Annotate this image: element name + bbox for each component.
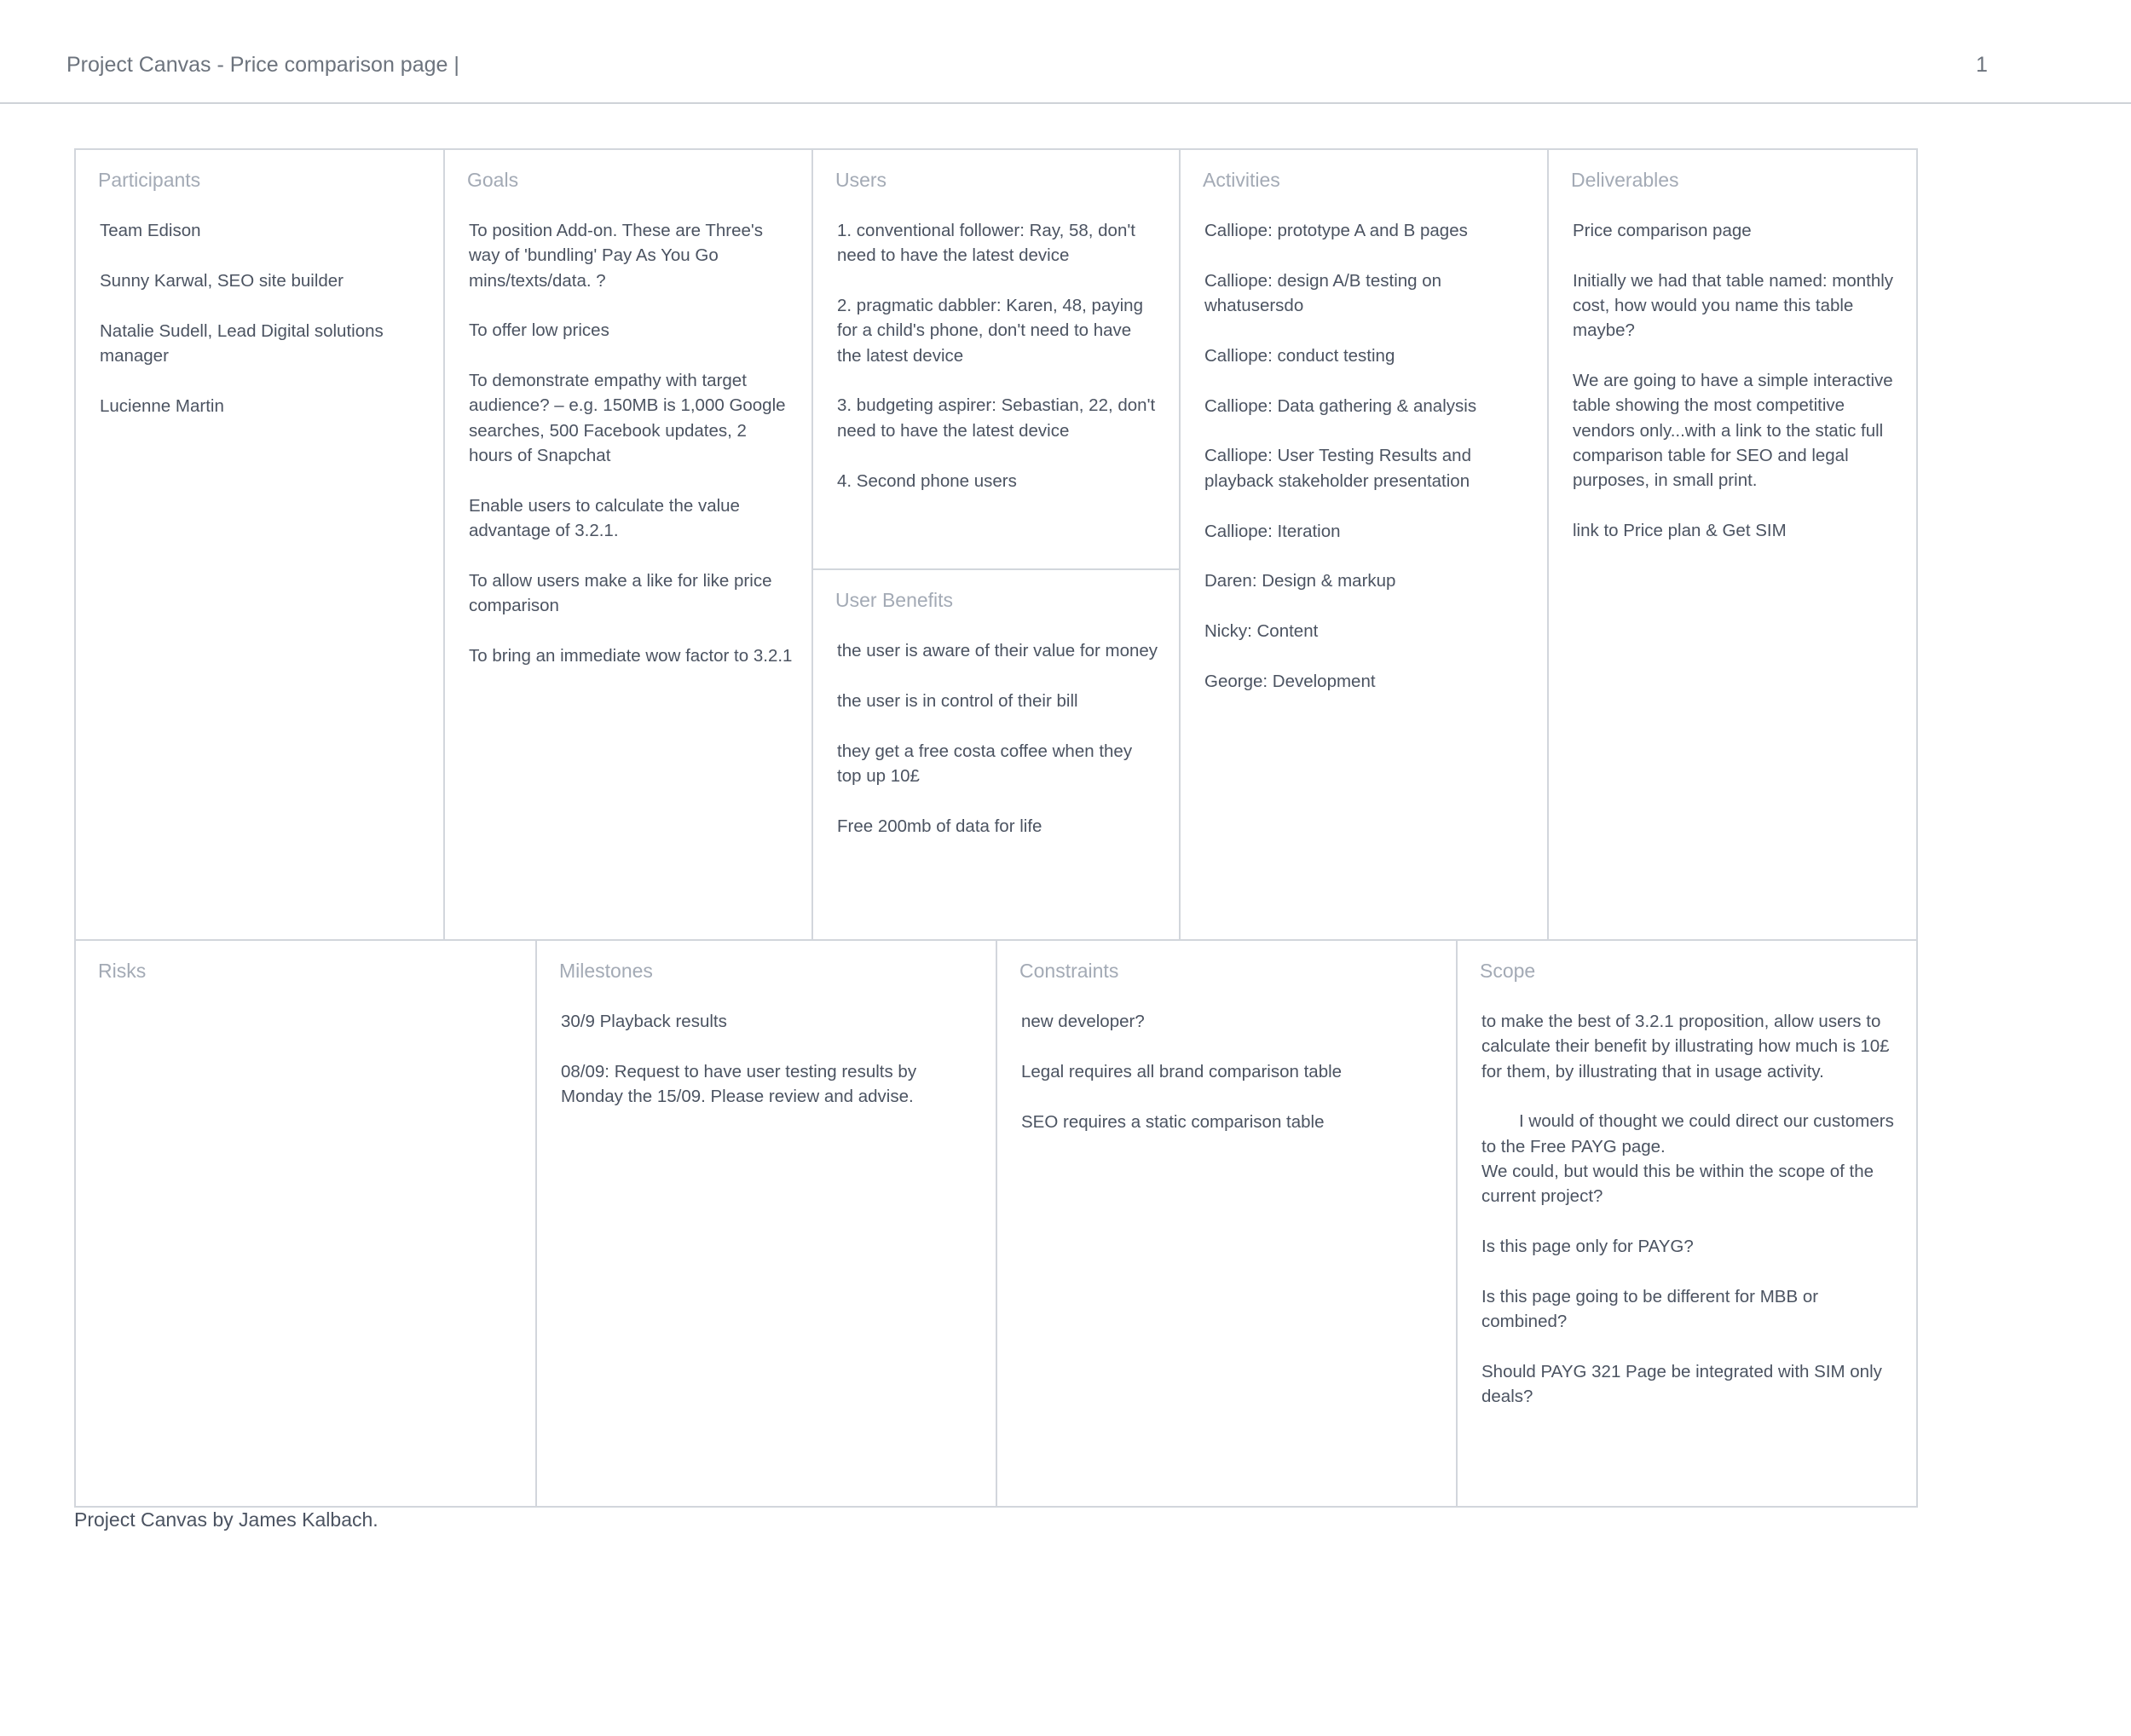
users-heading: Users [835,169,887,191]
project-canvas [74,148,1918,1508]
page-header [0,0,2131,104]
list-item: Team Edison [100,221,201,240]
list-item: Calliope: conduct testing [1204,345,1395,366]
users-list [837,218,1160,518]
scope-list [1481,1009,1897,1434]
participants-list [100,218,424,443]
users-section [813,150,1181,570]
list-item: Price comparison page [1573,221,1752,240]
constraints-list [1021,1009,1437,1159]
list-item: To allow users make a like for like price comparison [469,570,772,616]
deliverables-heading: Deliverables [1571,169,1679,191]
footer-credit: Project Canvas by James Kalbach. [74,1508,378,1531]
list-item: Calliope: Iteration [1204,521,1341,541]
list-item: George: Development [1204,671,1376,691]
page-number: 1 [1976,53,1988,77]
list-item: Calliope: prototype A and B pages [1204,221,1468,240]
list-item: link to Price plan & Get SIM [1573,521,1787,541]
list-item: Calliope: Data gathering & analysis [1204,395,1477,416]
list-item: Enable users to calculate the value advantage of 3.2.1. [469,495,740,541]
list-item: Calliope: User Testing Results and playback stakeholder presentation [1204,446,1471,491]
activities-list [1204,218,1528,719]
list-item: Lucienne Martin [100,395,224,416]
list-item: Calliope: design A/B testing on whatusersdo [1204,270,1442,316]
document-title: Project Canvas - Price comparison page | [66,53,459,77]
list-item: 2. pragmatic dabbler: Karen, 48, paying for a child's phone, don't need to have the latest device [837,296,1143,366]
list-item: 1. conventional follower: Ray, 58, don't need to have the latest device [837,221,1135,266]
list-item: Sunny Karwal, SEO site builder [100,270,344,291]
list-item: they get a free costa coffee when they top up 10£ [837,741,1133,786]
participants-section [76,150,445,939]
list-item: Is this page only for PAYG? [1481,1237,1694,1257]
list-item: Initially we had that table named: monthly cost, how would you name this table maybe? [1573,270,1894,341]
activities-heading: Activities [1203,169,1280,191]
list-item: We are going to have a simple interactive table showing the most competitive vendors only...with a link to the static full comparison table for SEO and legal purposes, in small print. [1573,371,1893,491]
list-item: Daren: Design & markup [1204,571,1396,591]
list-item: Nicky: Content [1204,621,1319,642]
list-item: the user is in control of their bill [837,690,1078,711]
list-item: new developer? [1021,1012,1145,1031]
milestones-list [561,1009,977,1134]
list-item: 30/9 Playback results [561,1012,727,1031]
list-item: SEO requires a static comparison table [1021,1111,1325,1132]
list-item: To bring an immediate wow factor to 3.2.1 [469,646,793,666]
list-item: We could, but would this be within the scope of the current project? [1481,1161,1874,1207]
list-item: 3. budgeting aspirer: Sebastian, 22, don't need to have the latest device [837,395,1156,441]
milestones-heading: Milestones [559,960,653,982]
goals-section [445,150,813,939]
user-benefits-section [813,570,1181,939]
risks-heading: Risks [98,960,147,982]
user-benefits-list [837,638,1160,863]
list-item: To offer low prices [469,320,609,341]
milestones-section [537,939,997,1506]
participants-heading: Participants [98,169,201,191]
risks-section [76,939,537,1506]
list-item: the user is aware of their value for money [837,641,1158,660]
deliverables-section [1549,150,1916,939]
list-item: Is this page going to be different for MBB or combined? [1481,1286,1819,1332]
deliverables-list [1573,218,1897,568]
constraints-heading: Constraints [1019,960,1119,982]
list-item: Legal requires all brand comparison table [1021,1061,1343,1081]
scope-section [1458,939,1916,1506]
goals-heading: Goals [467,169,519,191]
list-item: 08/09: Request to have user testing results by Monday the 15/09. Please review and advise. [561,1061,917,1107]
list-item: To position Add-on. These are Three's way of 'bundling' Pay As You Go mins/texts/data. ? [469,221,764,291]
list-item: 4. Second phone users [837,470,1017,491]
activities-section [1181,150,1549,939]
list-item: I would of thought we could direct our customers to the Free PAYG page. [1481,1111,1894,1156]
list-item: Should PAYG 321 Page be integrated with SIM only deals? [1481,1361,1882,1407]
list-item: To demonstrate empathy with target audience? – e.g. 150MB is 1,000 Google searches, 500 Facebook updates, 2 hours of Snapchat [469,371,786,466]
scope-heading: Scope [1480,960,1536,982]
list-item: to make the best of 3.2.1 proposition, allow users to calculate their benefit by illustrating how much is 10£ for them, by illustrating that in usage activity. [1481,1012,1890,1081]
list-item: Natalie Sudell, Lead Digital solutions manager [100,320,384,366]
constraints-section [997,939,1458,1506]
user-benefits-heading: User Benefits [835,589,954,611]
goals-list [469,218,793,694]
list-item: Free 200mb of data for life [837,816,1042,836]
